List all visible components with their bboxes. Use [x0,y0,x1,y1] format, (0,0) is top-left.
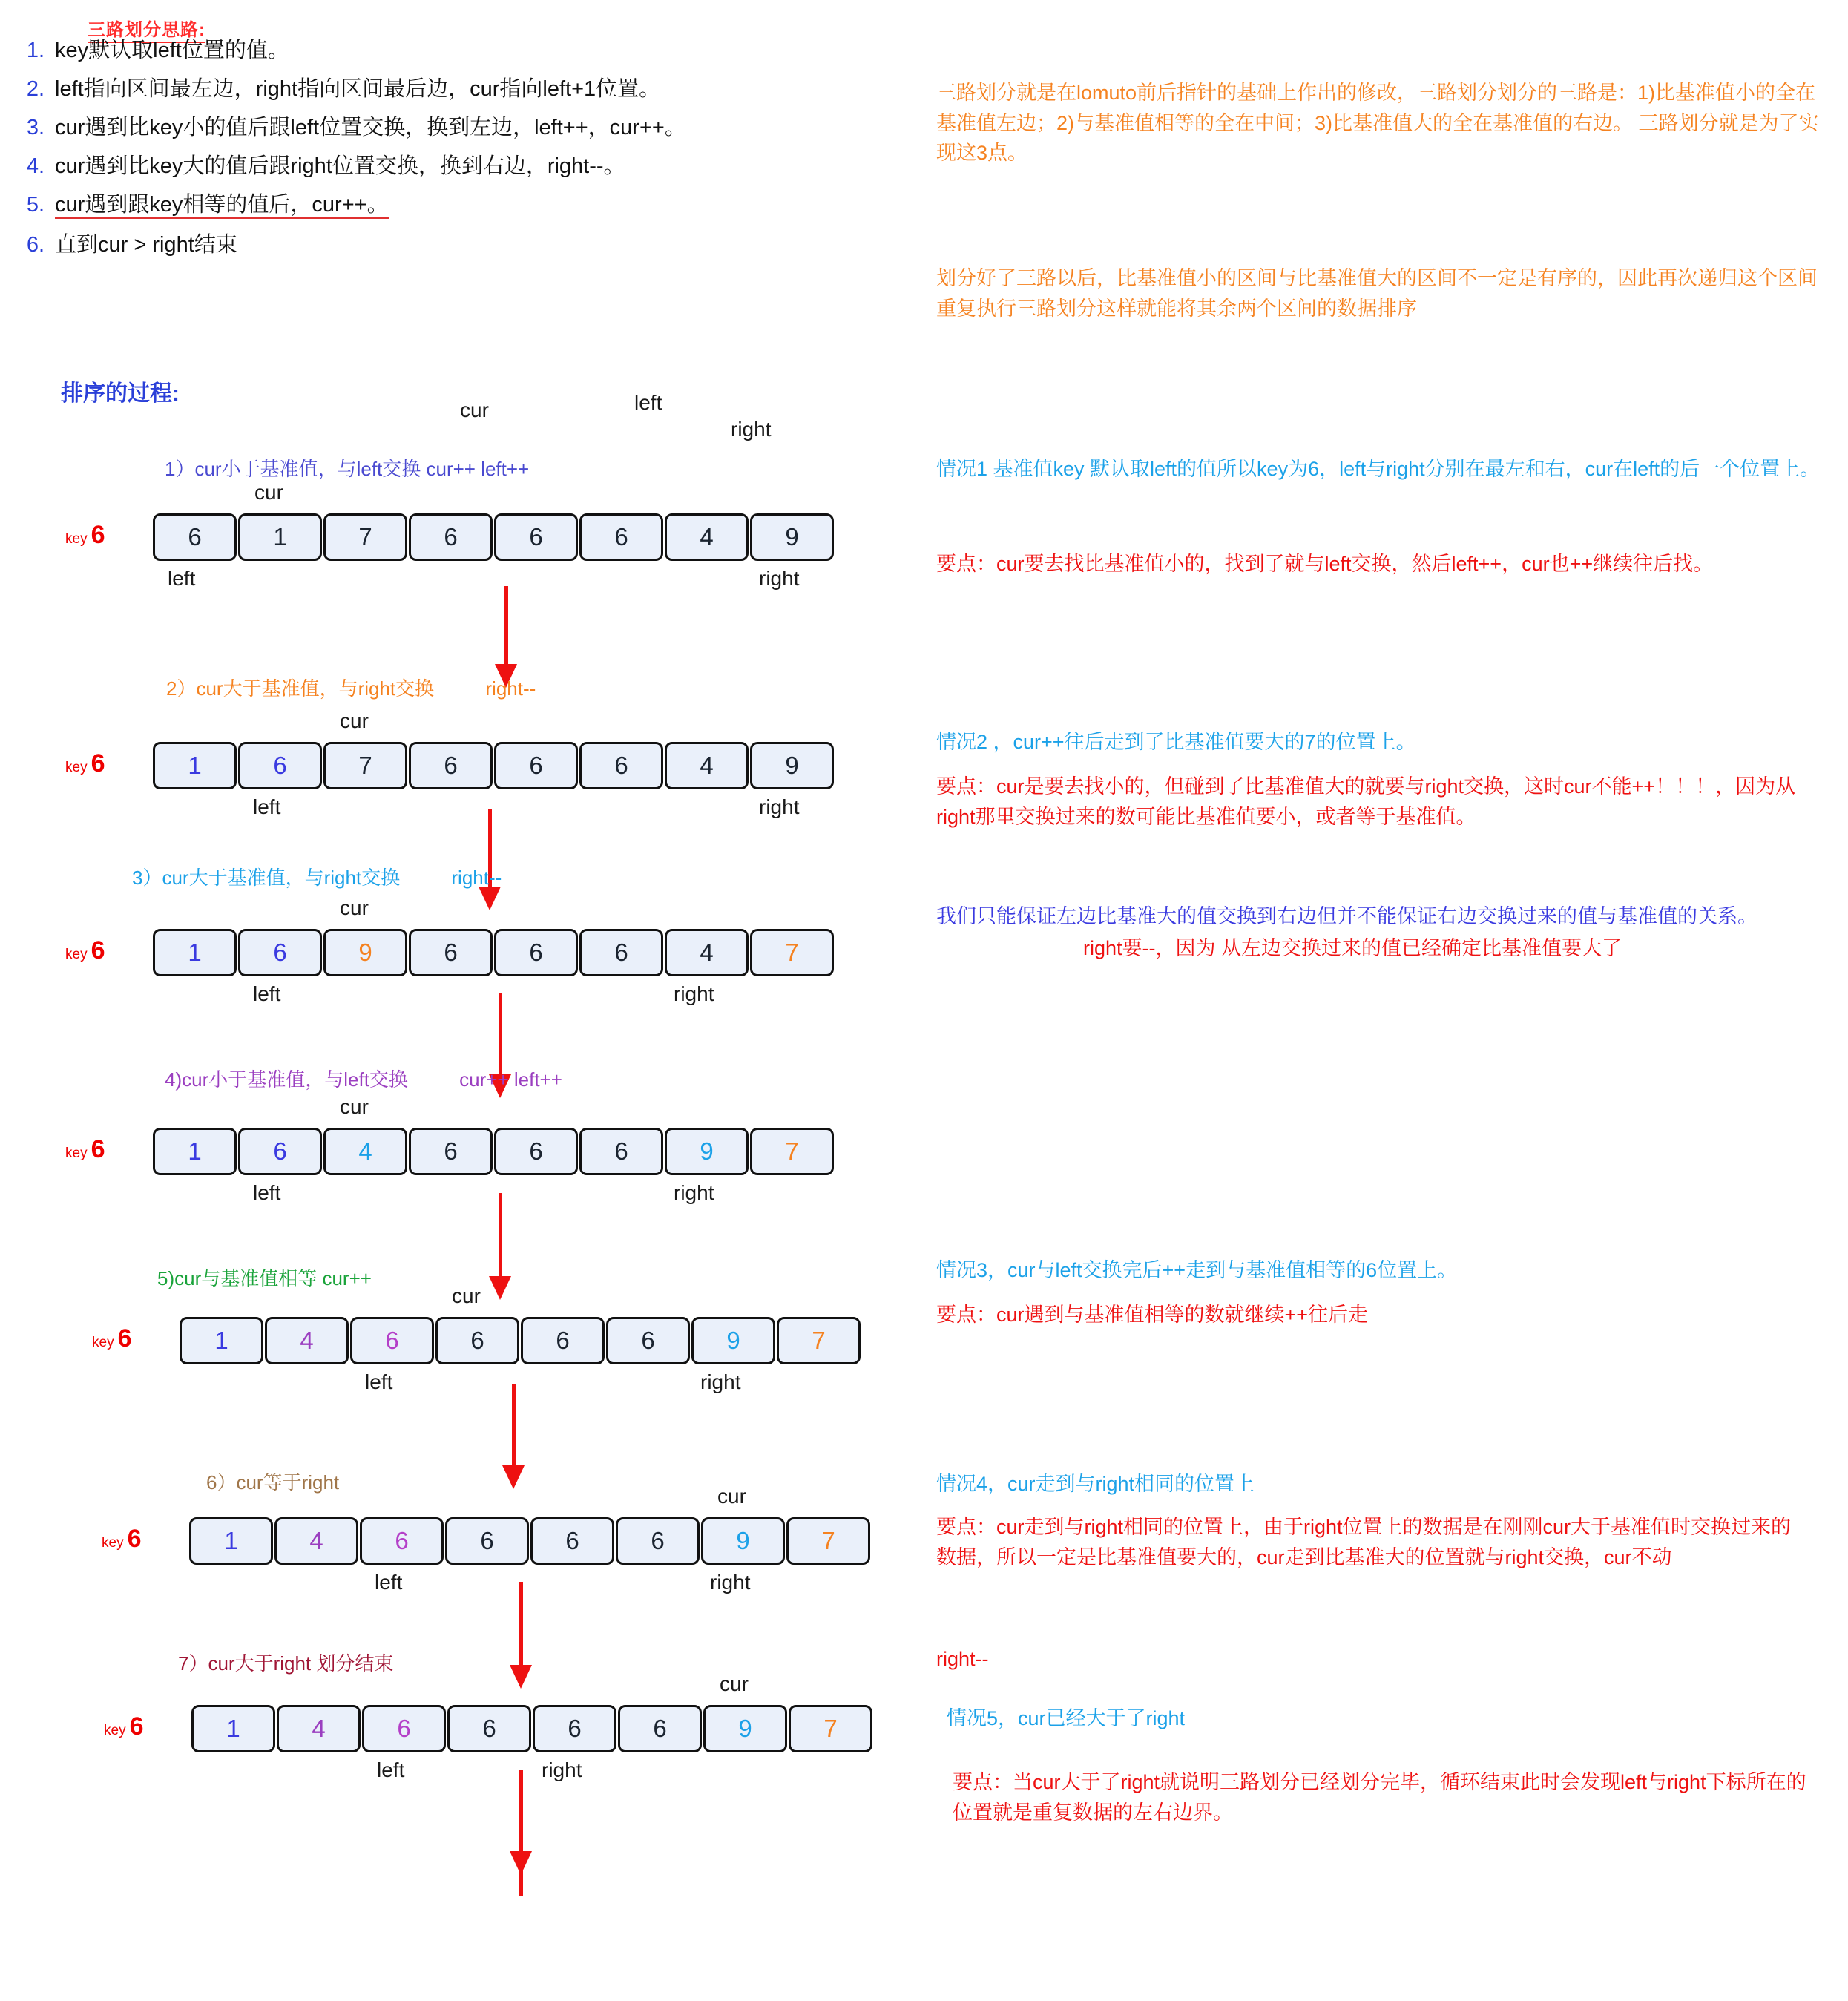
step-caption [178,1649,393,1676]
step-number: 5. [26,193,45,217]
array-cell: 6 [533,1705,616,1752]
case2-body-c: right要--，因为 从左边交换过来的值已经确定比基准值要大了 [1083,937,1622,959]
array-cells [153,1128,835,1175]
case4-body: 要点：cur走到与right相同的位置上，由于right位置上的数据是在刚刚cur大于基准值时交换过来的数据，所以一定是比基准值要大的，cur走到比基准大的位置就与right交换，cur不动 [936,1516,1792,1568]
pointer-label-left: left [375,1571,403,1594]
step-number: 4. [26,154,45,178]
key-value: 6 [91,936,105,965]
array-cell: 6 [153,513,237,561]
array-cell: 4 [323,1128,407,1175]
array-cell: 6 [409,929,493,976]
step-number: 3. [26,116,45,139]
array-cell: 7 [323,742,407,789]
pointer-label-right: right [710,1571,751,1594]
notes-title-text: 三路划分思路: [88,20,205,43]
key-value: 6 [91,521,105,549]
pointer-label-right: right [759,795,800,818]
key-label-text: key [92,1335,114,1350]
pointer-label-left: left [377,1758,405,1781]
array-cell: 6 [445,1517,529,1565]
array-cell: 7 [786,1517,870,1565]
array-cell: 6 [494,513,578,561]
process-title: 排序的过程: [61,381,180,406]
array-cell: 6 [360,1517,444,1565]
top-pointer-left: left [634,391,662,414]
array-cells [191,1705,874,1752]
case2-heading: 情况2 ，cur++往后走到了比基准值要大的7的位置上。 [936,731,1416,753]
array-cell: 6 [447,1705,531,1752]
case1-heading: 情况1 基准值key 默认取left的值所以key为6，left与right分别在最左和右，cur在left的后一个位置上。 [936,458,1821,480]
step-text: key默认取left位置的值。 [55,39,289,62]
case1-body: 要点：cur要去找比基准值小的，找到了就与left交换，然后left++，cur也++继续往后找。 [936,553,1714,575]
pointer-label-cur: cur [720,1672,749,1695]
step-text: left指向区间最左边，right指向区间最后边，cur指向left+1位置。 [55,77,661,101]
array-cell: 6 [409,742,493,789]
case2-body-a: 要点：cur是要去找小的，但碰到了比基准值大的就要与right交换，这时cur不能++！！！，因为从right那里交换过来的数可能比基准值要小，或者等于基准值。 [936,775,1796,828]
key-label-text: key [65,531,88,547]
array-row [65,1095,835,1204]
intro-paragraph-1: 三路划分就是在lomuto前后指针的基础上作出的修改，三路划分划分的三路是：1)比基准值小的全在基准值左边；2)与基准值相等的全在中间；3)比基准值大的全在基准值的右边。 三路划分就是为了实现这3点。 [936,82,1819,164]
step-text: 直到cur > right结束 [55,233,237,257]
step-caption-extra: right-- [446,867,502,889]
array-cell: 6 [238,929,322,976]
notes-title [88,15,205,41]
array-row [104,1672,874,1781]
array-cell: 9 [691,1317,775,1364]
array-cell: 6 [616,1517,700,1565]
array-cell: 1 [153,929,237,976]
array-cell: 4 [274,1517,358,1565]
array-cell: 4 [665,742,749,789]
pointer-label-cur: cur [340,1095,369,1118]
step-caption-text: 3）cur大于基准值，与right交换 [132,867,401,889]
step-number: 6. [26,233,45,257]
pointer-label-right: right [674,1181,714,1204]
key-value: 6 [91,749,105,778]
case5-body: 要点：当cur大于了right就说明三路划分已经划分完毕，循环结束此时会发现left与right下标所在的位置就是重复数据的左右边界。 [953,1771,1806,1824]
array-cell: 6 [238,742,322,789]
step-caption [166,674,536,701]
pointer-label-right: right [759,567,800,590]
array-cell: 6 [238,1128,322,1175]
key-label-text: key [104,1723,126,1738]
array-cell: 6 [494,742,578,789]
pointer-label-right: right [700,1370,741,1393]
step-caption [165,1065,562,1092]
step-caption-extra: right-- [480,677,536,700]
array-cells [153,742,835,789]
array-cell: 6 [530,1517,614,1565]
list-item [13,116,889,140]
pointer-label-left: left [253,1181,281,1204]
pointer-label-cur: cur [254,481,283,504]
key-value: 6 [91,1135,105,1163]
step-caption [132,863,502,890]
step-caption [165,454,529,482]
array-cell: 1 [180,1317,263,1364]
step-number: 2. [26,77,45,101]
array-cell: 9 [750,513,834,561]
key-label-text: key [102,1535,124,1551]
key-label [104,1712,144,1741]
step-text: cur遇到比key大的值后跟right位置交换，换到右边，right--。 [55,154,625,178]
array-cell: 4 [277,1705,361,1752]
top-pointer-right: right [731,418,772,441]
array-row [65,481,835,590]
array-cell: 4 [665,929,749,976]
array-cells [153,929,835,976]
step-number: 1. [26,39,45,62]
case2-body-b: 我们只能保证左边比基准大的值交换到右边但并不能保证右边交换过来的值与基准值的关系。 [936,905,1757,927]
array-cell: 6 [362,1705,446,1752]
step-text: cur遇到比key小的值后跟left位置交换，换到左边，left++，cur++。 [55,116,686,139]
pointer-label-cur: cur [340,709,369,732]
array-cell: 1 [153,1128,237,1175]
array-cell: 6 [494,929,578,976]
step-caption-text: 2）cur大于基准值，与right交换 [166,677,435,700]
step-text: cur遇到跟key相等的值后，cur++。 [55,193,389,219]
case3-heading: 情况3，cur与left交换完后++走到与基准值相等的6位置上。 [936,1259,1458,1281]
pointer-label-cur: cur [452,1284,481,1307]
top-pointer-cur: cur [460,398,489,421]
array-cell: 1 [189,1517,273,1565]
array-cell: 6 [579,1128,663,1175]
step-caption-extra: cur++ left++ [453,1068,562,1091]
pointer-label-left: left [168,567,196,590]
key-label [65,936,105,965]
pointer-label-cur: cur [340,896,369,919]
array-cell: 4 [665,513,749,561]
pointer-label-left: left [365,1370,393,1393]
key-label [65,521,105,550]
pointer-label-left: left [253,982,281,1005]
array-cell: 7 [323,513,407,561]
array-cells [153,513,835,561]
key-label-text: key [65,1146,88,1161]
array-cell: 6 [435,1317,519,1364]
list-item [13,77,889,102]
array-cell: 6 [579,742,663,789]
key-value: 6 [127,1525,142,1553]
array-cell: 9 [665,1128,749,1175]
array-cell: 1 [238,513,322,561]
array-row [102,1485,872,1594]
flow-arrow-tail [519,1810,523,1896]
step-caption [157,1264,372,1291]
step-caption-text: 6）cur等于right [206,1471,340,1494]
array-cell: 7 [750,929,834,976]
array-row [65,896,835,1005]
array-cell: 6 [618,1705,702,1752]
case5-heading: 情况5，cur已经大于了right [947,1707,1186,1729]
list-item [13,233,889,257]
array-cell: 9 [750,742,834,789]
array-cell: 6 [409,513,493,561]
array-cells [189,1517,872,1565]
case4-heading: 情况4，cur走到与right相同的位置上 [936,1473,1255,1495]
key-label [65,1135,105,1164]
pointer-label-right: right [542,1758,582,1781]
step-caption-text: 7）cur大于right 划分结束 [178,1652,394,1675]
array-cell: 6 [521,1317,605,1364]
array-row [92,1284,862,1393]
array-cell: 7 [789,1705,872,1752]
array-cell: 1 [153,742,237,789]
array-row [65,709,835,818]
pointer-label-right: right [674,982,714,1005]
array-cell: 7 [750,1128,834,1175]
array-cell: 6 [350,1317,434,1364]
pointer-label-cur: cur [717,1485,746,1508]
array-cell: 4 [265,1317,349,1364]
key-label [65,749,105,778]
case3-body: 要点：cur遇到与基准值相等的数就继续++往后走 [936,1304,1369,1326]
case4-tail: right-- [936,1648,989,1670]
list-item [13,39,889,63]
key-label-text: key [65,760,88,775]
array-cells [180,1317,862,1364]
pointer-label-left: left [253,795,281,818]
array-cell: 6 [579,513,663,561]
step-caption-text: 5)cur与基准值相等 cur++ [157,1267,372,1289]
step-caption [206,1468,339,1495]
array-cell: 6 [579,929,663,976]
array-cell: 6 [606,1317,690,1364]
list-item [13,193,889,219]
key-value: 6 [117,1324,132,1353]
step-caption-text: 1）cur小于基准值，与left交换 cur++ left++ [165,458,530,480]
intro-paragraph-2: 划分好了三路以后，比基准值小的区间与比基准值大的区间不一定是有序的，因此再次递归这个区间重复执行三路划分这样就能将其余两个区间的数据排序 [936,267,1818,320]
step-caption-text: 4)cur小于基准值，与left交换 [165,1068,408,1091]
key-value: 6 [129,1712,144,1741]
array-cell: 1 [191,1705,275,1752]
array-cell: 7 [777,1317,861,1364]
key-label [102,1525,142,1554]
key-label [92,1324,132,1353]
array-cell: 9 [703,1705,787,1752]
list-item [13,154,889,179]
array-cell: 6 [494,1128,578,1175]
notes-step-list [13,39,889,272]
array-cell: 6 [409,1128,493,1175]
array-cell: 9 [323,929,407,976]
key-label-text: key [65,947,88,962]
array-cell: 9 [701,1517,785,1565]
